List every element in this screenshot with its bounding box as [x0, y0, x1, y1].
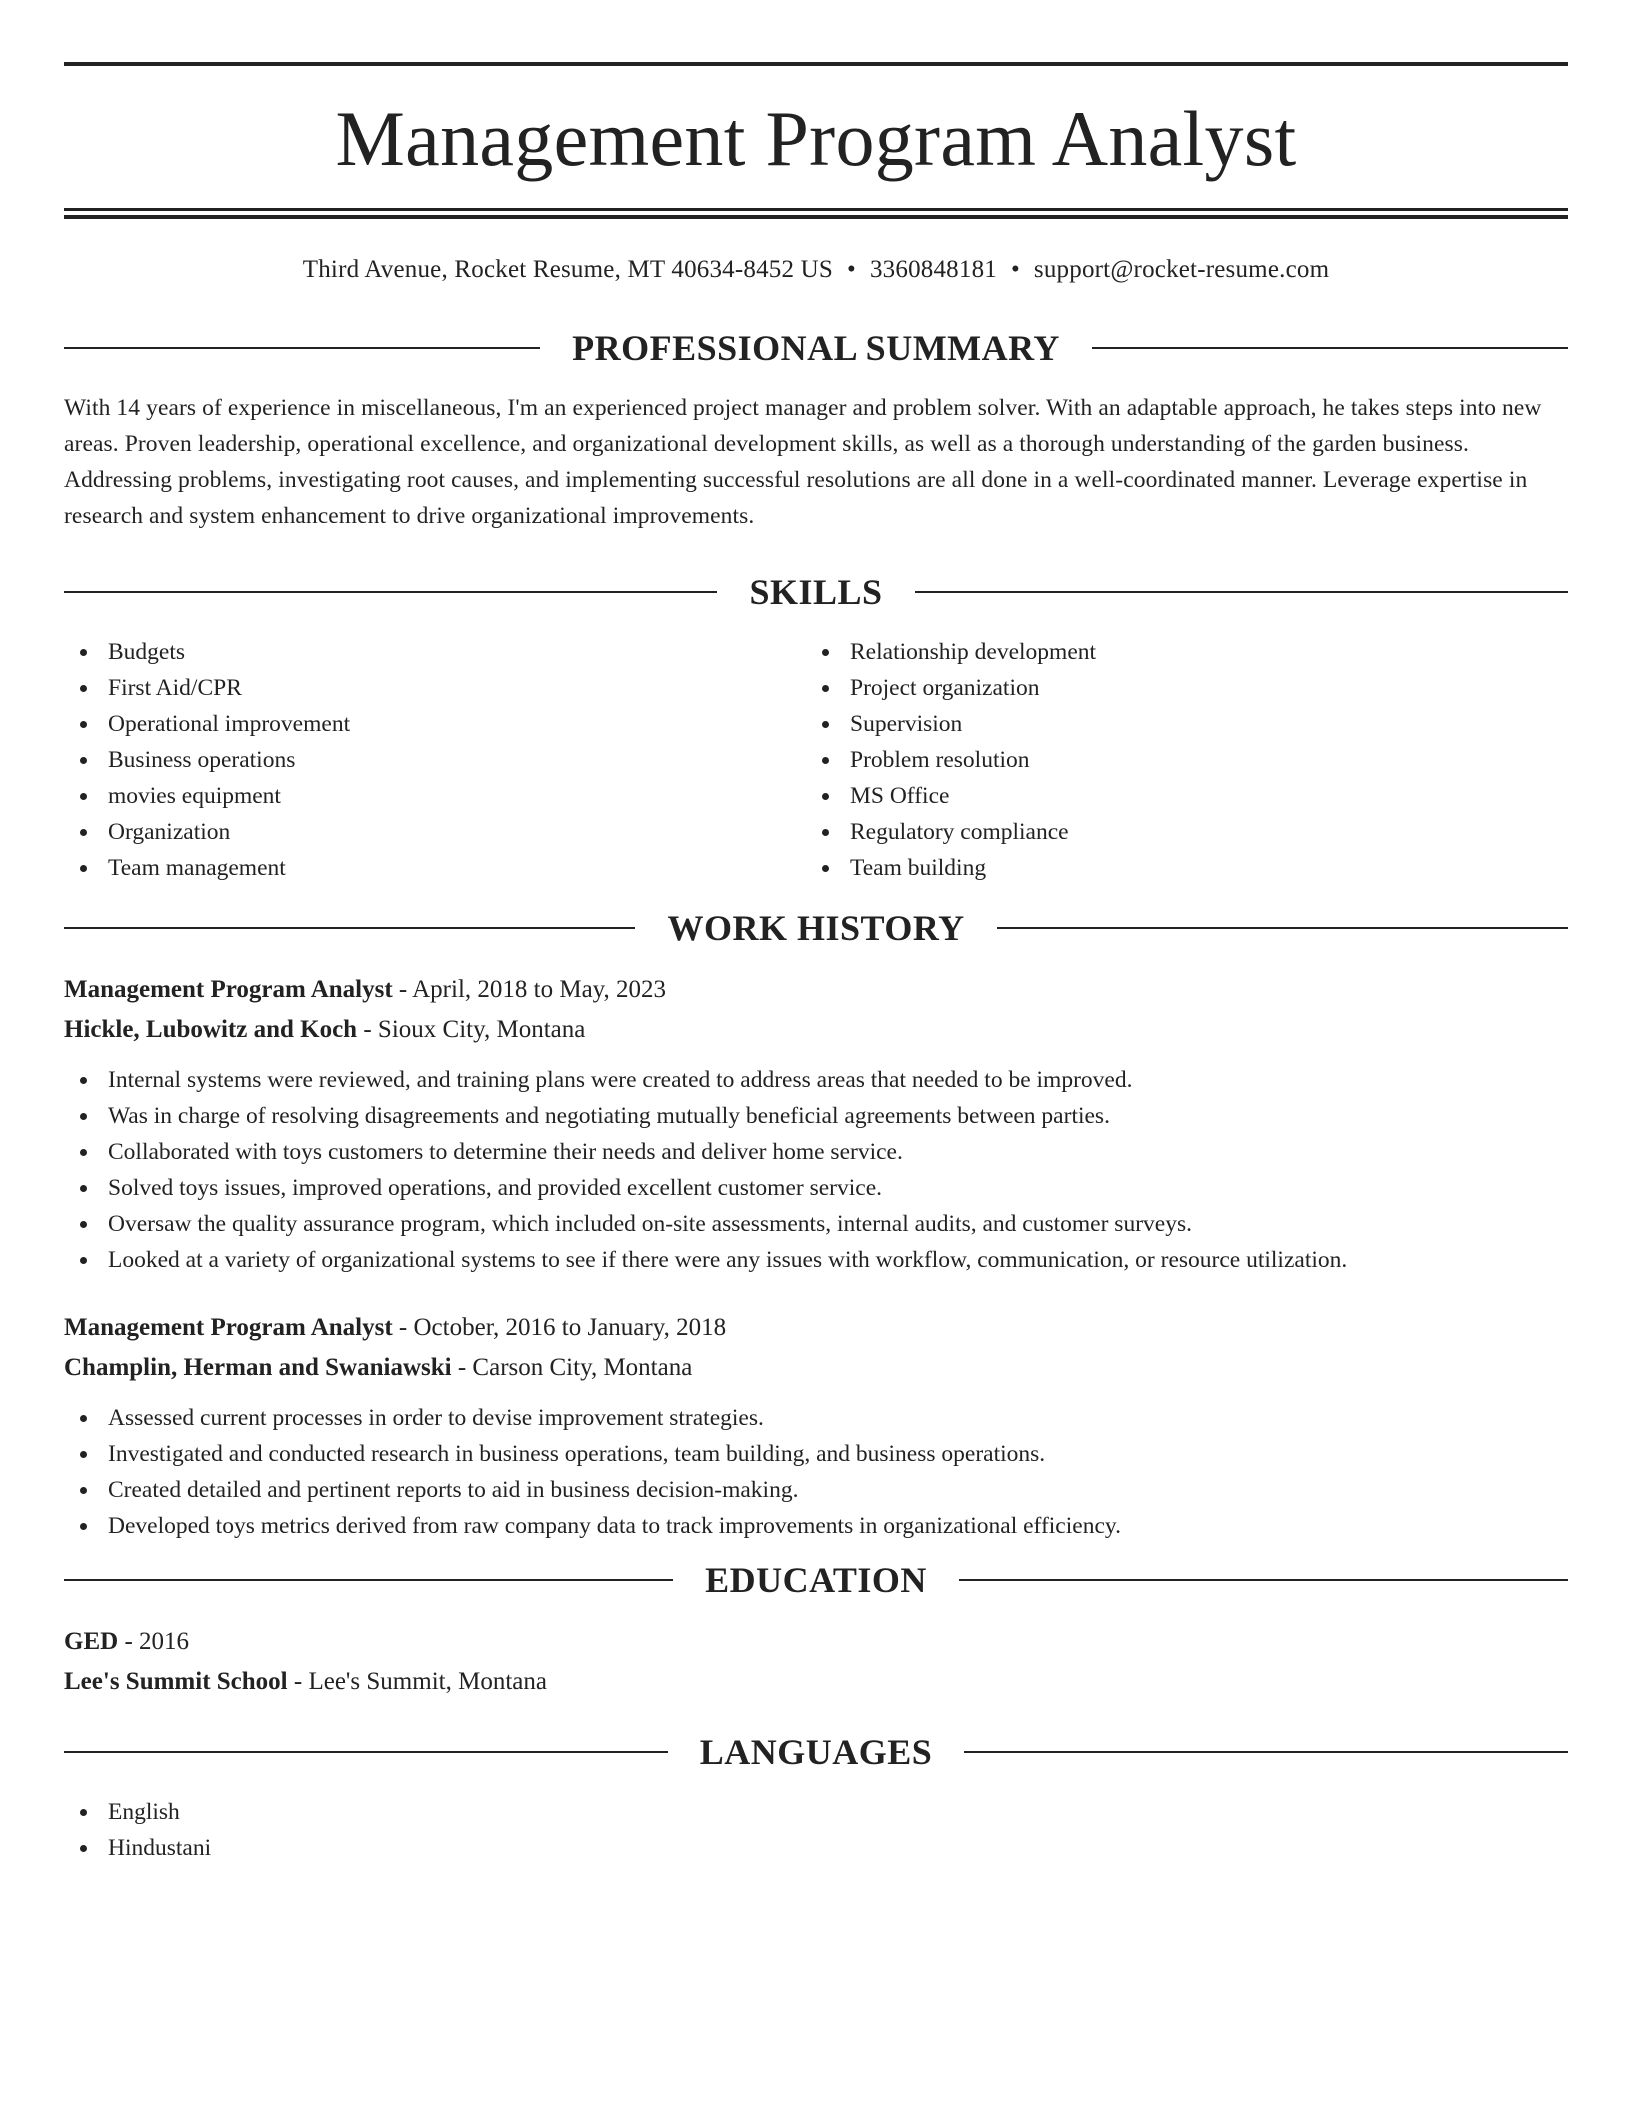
skill-item: Relationship development	[806, 634, 1548, 670]
job-location: - Carson City, Montana	[451, 1354, 693, 1381]
skill-item: Regulatory compliance	[806, 814, 1548, 850]
job-duty-item: Collaborated with toys customers to determine their needs and deliver home service.	[64, 1134, 1568, 1170]
divider-line	[1092, 347, 1568, 349]
divider-line	[64, 1751, 668, 1753]
skills-heading-label: SKILLS	[749, 572, 883, 612]
education-school: Lee's Summit School	[64, 1668, 288, 1695]
divider-line	[64, 927, 635, 929]
job-duty-item: Solved toys issues, improved operations, and provided excellent customer service.	[64, 1170, 1568, 1206]
divider-line	[959, 1579, 1568, 1581]
education-section-heading	[64, 1562, 1568, 1598]
education-degree-line	[64, 1622, 1568, 1662]
job-duty-item: Looked at a variety of organizational systems to see if there were any issues with workflow, communication, or resource utilization.	[64, 1242, 1568, 1278]
job-duty-item: Investigated and conducted research in business operations, team building, and business operations.	[64, 1436, 1568, 1472]
job-title-line	[64, 1308, 1568, 1348]
job-duty-item: Created detailed and pertinent reports to aid in business decision-making.	[64, 1472, 1568, 1508]
skill-item: movies equipment	[64, 778, 806, 814]
contact-line	[64, 257, 1568, 282]
skills-list-left	[64, 634, 806, 886]
job-entry	[64, 1308, 1568, 1544]
language-item: Hindustani	[64, 1830, 1568, 1866]
skill-item: Business operations	[64, 742, 806, 778]
contact-phone: 3360848181	[869, 256, 997, 283]
skill-item: Supervision	[806, 706, 1548, 742]
skill-item: First Aid/CPR	[64, 670, 806, 706]
languages-list	[64, 1794, 1568, 1866]
job-duty-item: Assessed current processes in order to devise improvement strategies.	[64, 1400, 1568, 1436]
job-company-line	[64, 1010, 1568, 1050]
divider-line	[997, 927, 1568, 929]
skills-list-right	[806, 634, 1548, 886]
divider-line	[64, 347, 540, 349]
skill-item: MS Office	[806, 778, 1548, 814]
contact-separator: •	[847, 256, 856, 283]
education-heading-label: EDUCATION	[705, 1560, 927, 1600]
page-title: Management Program Analyst	[335, 95, 1297, 182]
job-duties-list	[64, 1400, 1568, 1544]
job-duty-item: Oversaw the quality assurance program, which included on-site assessments, internal audits, and customer surveys.	[64, 1206, 1568, 1242]
education-year: - 2016	[118, 1628, 190, 1655]
work-heading-label: WORK HISTORY	[667, 908, 965, 948]
skills-section-heading	[64, 574, 1568, 610]
work-section-heading	[64, 910, 1568, 946]
job-dates: - April, 2018 to May, 2023	[392, 976, 667, 1003]
contact-email: support@rocket-resume.com	[1033, 256, 1330, 283]
languages-heading-label: LANGUAGES	[699, 1732, 933, 1772]
education-location: - Lee's Summit, Montana	[287, 1668, 547, 1695]
job-company: Champlin, Herman and Swaniawski	[64, 1354, 452, 1381]
job-duty-item: Developed toys metrics derived from raw company data to track improvements in organizational efficiency.	[64, 1508, 1568, 1544]
language-item: English	[64, 1794, 1568, 1830]
skills-grid	[64, 634, 1568, 886]
job-location: - Sioux City, Montana	[357, 1016, 586, 1043]
job-duty-item: Internal systems were reviewed, and training plans were created to address areas that needed to be improved.	[64, 1062, 1568, 1098]
job-duty-item: Was in charge of resolving disagreements and negotiating mutually beneficial agreements between parties.	[64, 1098, 1568, 1134]
job-duties-list	[64, 1062, 1568, 1278]
summary-text: With 14 years of experience in miscellaneous, I'm an experienced project manager and problem solver. With an adaptable approach, he takes steps into new areas. Proven leadership, operational excellence, and organizational development skills, as well as a thorough understanding of the garden business. Addressing problems, investigating root causes, and implementing successful resolutions are all done in a well-coordinated manner. Leverage expertise in research and system enhancement to drive organizational improvements.	[64, 395, 1542, 529]
skill-item: Team management	[64, 850, 806, 886]
job-company-line	[64, 1348, 1568, 1388]
job-entry	[64, 970, 1568, 1278]
job-company: Hickle, Lubowitz and Koch	[64, 1016, 358, 1043]
contact-address: Third Avenue, Rocket Resume, MT 40634-8452 US	[302, 256, 834, 283]
divider-line	[964, 1751, 1568, 1753]
divider-line	[915, 591, 1568, 593]
skill-item: Project organization	[806, 670, 1548, 706]
title-double-rule	[64, 208, 1568, 219]
skill-item: Team building	[806, 850, 1548, 886]
skill-item: Budgets	[64, 634, 806, 670]
skill-item: Operational improvement	[64, 706, 806, 742]
job-dates: - October, 2016 to January, 2018	[392, 1314, 727, 1341]
divider-line	[64, 1579, 673, 1581]
summary-section-heading	[64, 330, 1568, 366]
job-title: Management Program Analyst	[64, 1314, 393, 1341]
contact-separator: •	[1010, 256, 1020, 283]
education-school-line	[64, 1662, 1568, 1702]
skill-item: Problem resolution	[806, 742, 1548, 778]
education-entry	[64, 1622, 1568, 1702]
languages-section-heading	[64, 1734, 1568, 1770]
education-degree: GED	[64, 1628, 119, 1655]
job-title: Management Program Analyst	[64, 976, 393, 1003]
skill-item: Organization	[64, 814, 806, 850]
summary-heading-label: PROFESSIONAL SUMMARY	[572, 328, 1060, 368]
divider-line	[64, 591, 717, 593]
job-title-line	[64, 970, 1568, 1010]
